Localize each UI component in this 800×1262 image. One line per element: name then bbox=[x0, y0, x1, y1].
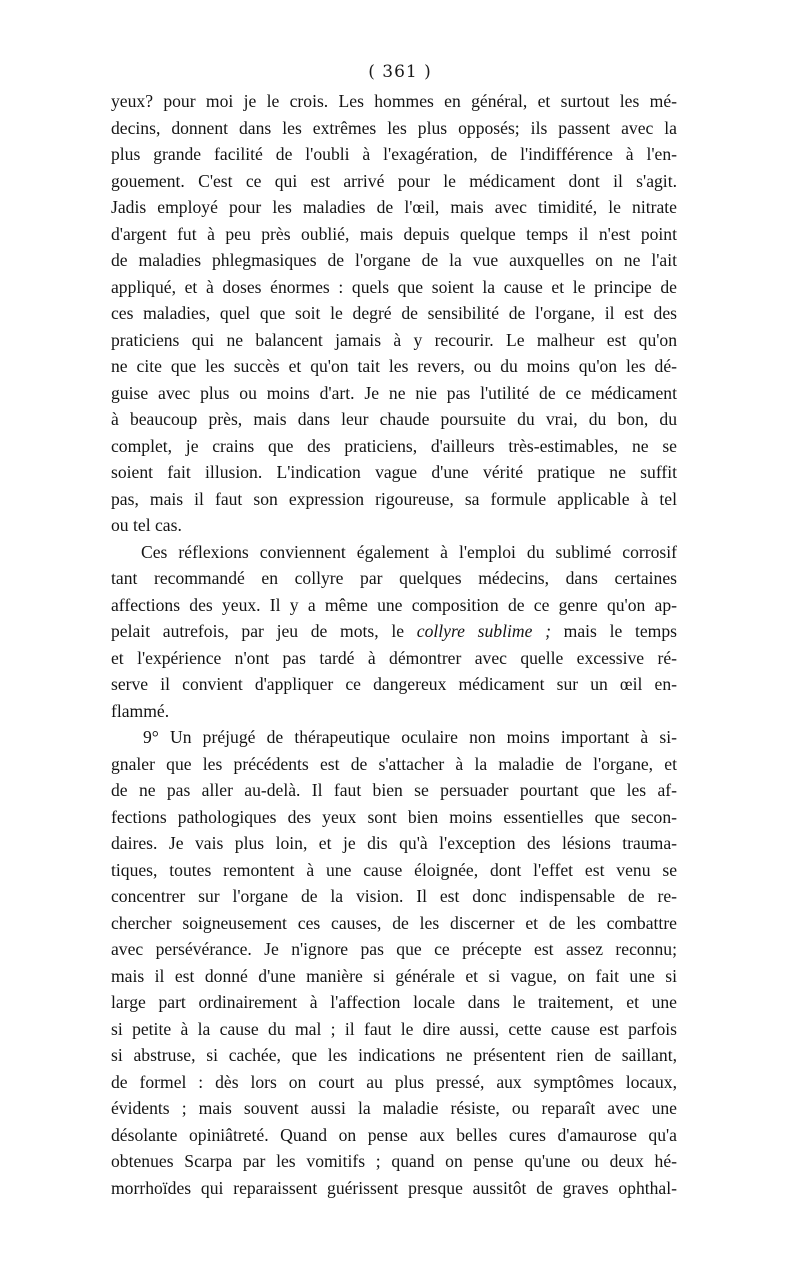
text-line: Jadis employé pour les maladies de l'œil, mais avec timidité, le nitrate bbox=[111, 197, 677, 217]
text-fragment: pelait autrefois, par jeu de mots, le bbox=[111, 621, 405, 641]
text-line: mais il est donné d'une manière si générale et si vague, on fait une si bbox=[111, 965, 677, 986]
text-line: plus grande facilité de l'oubli à l'exagération, de l'indifférence à l'en- bbox=[111, 144, 677, 164]
text-line: ne cite que les succès et qu'on tait les revers, ou du moins qu'on les dé- bbox=[111, 356, 677, 376]
text-line: si abstruse, si cachée, que les indications ne présentent rien de saillant, bbox=[111, 1045, 677, 1065]
text-line: chercher soigneusement ces causes, de les discerner et de les combattre bbox=[111, 912, 677, 933]
text-line: decins, donnent dans les extrêmes les plus opposés; ils passent avec la bbox=[111, 117, 677, 138]
body-text bbox=[111, 88, 677, 1201]
text-line: de ne pas aller au-delà. Il faut bien se persuader pourtant que les af- bbox=[111, 780, 677, 800]
text-line: gouement. C'est ce qui est arrivé pour le médicament dont il s'agit. bbox=[111, 170, 677, 191]
text-line: ces maladies, quel que soit le degré de sensibilité de l'organe, il est des bbox=[111, 303, 677, 323]
text-line: avec persévérance. Je n'ignore pas que ce précepte est assez reconnu; bbox=[111, 939, 677, 959]
page-number: ( 361 ) bbox=[368, 62, 432, 82]
text-line: fections pathologiques des yeux sont bien moins essentielles que secon- bbox=[111, 806, 677, 827]
text-line: appliqué, et à doses énormes : quels que soient la cause et le principe de bbox=[111, 276, 677, 297]
italic-term: collyre sublime ; bbox=[416, 621, 551, 641]
text-line: gnaler que les précédents est de s'attacher à la maladie de l'organe, et bbox=[111, 753, 677, 774]
text-line: complet, je crains que des praticiens, d'ailleurs très-estimables, ne se bbox=[111, 435, 677, 456]
text-line: désolante opiniâtreté. Quand on pense aux belles cures d'amaurose qu'a bbox=[111, 1124, 677, 1145]
text-line: et l'expérience n'ont pas tardé à démontrer avec quelle excessive ré- bbox=[111, 647, 677, 668]
text-line: d'argent fut à peu près oublié, mais depuis quelque temps il n'est point bbox=[111, 223, 677, 244]
text-fragment: mais le temps bbox=[563, 621, 677, 641]
text-line: guise avec plus ou moins d'art. Je ne nie pas l'utilité de ce médicament bbox=[111, 382, 677, 403]
text-line: tant recommandé en collyre par quelques médecins, dans certaines bbox=[111, 568, 677, 588]
text-line: de formel : dès lors on court au plus pressé, aux symptômes locaux, bbox=[111, 1071, 677, 1092]
text-line: à beaucoup près, mais dans leur chaude poursuite du vrai, du bon, du bbox=[111, 409, 677, 429]
text-line: obtenues Scarpa par les vomitifs ; quand on pense qu'une ou deux hé- bbox=[111, 1151, 677, 1171]
text-line: concentrer sur l'organe de la vision. Il est donc indispensable de re- bbox=[111, 886, 677, 906]
text-line: pas, mais il faut son expression rigoureuse, sa formule applicable à tel bbox=[111, 488, 677, 509]
text-line: serve il convient d'appliquer ce dangereux médicament sur un œil en- bbox=[111, 674, 677, 694]
text-line: affections des yeux. Il y a même une composition de ce genre qu'on ap- bbox=[111, 594, 677, 615]
text-line: soient fait illusion. L'indication vague d'une vérité pratique ne suffit bbox=[111, 462, 677, 482]
text-line: daires. Je vais plus loin, et je dis qu'à l'exception des lésions trauma- bbox=[111, 833, 677, 853]
text-line: yeux? pour moi je le crois. Les hommes en général, et surtout les mé- bbox=[111, 91, 677, 111]
text-line: 9° Un préjugé de thérapeutique oculaire non moins important à si- bbox=[143, 727, 677, 747]
text-line: de maladies phlegmasiques de l'organe de la vue auxquelles on ne l'ait bbox=[111, 250, 677, 270]
text-line: ou tel cas. bbox=[111, 515, 182, 535]
text-line: si petite à la cause du mal ; il faut le dire aussi, cette cause est parfois bbox=[111, 1018, 677, 1039]
text-line: flammé. bbox=[111, 700, 170, 721]
text-line: tiques, toutes remontent à une cause éloignée, dont l'effet est venu se bbox=[111, 859, 677, 880]
text-line: Ces réflexions conviennent également à l'emploi du sublimé corrosif bbox=[141, 541, 677, 562]
text-line: large part ordinairement à l'affection locale dans le traitement, et une bbox=[111, 992, 677, 1012]
text-line-with-italic bbox=[111, 618, 677, 645]
text-line: morrhoïdes qui reparaissent guérissent presque aussitôt de graves ophthal- bbox=[111, 1177, 677, 1198]
text-line: praticiens qui ne balancent jamais à y recourir. Le malheur est qu'on bbox=[111, 329, 677, 350]
text-line: évidents ; mais souvent aussi la maladie résiste, ou reparaît avec une bbox=[111, 1098, 677, 1118]
